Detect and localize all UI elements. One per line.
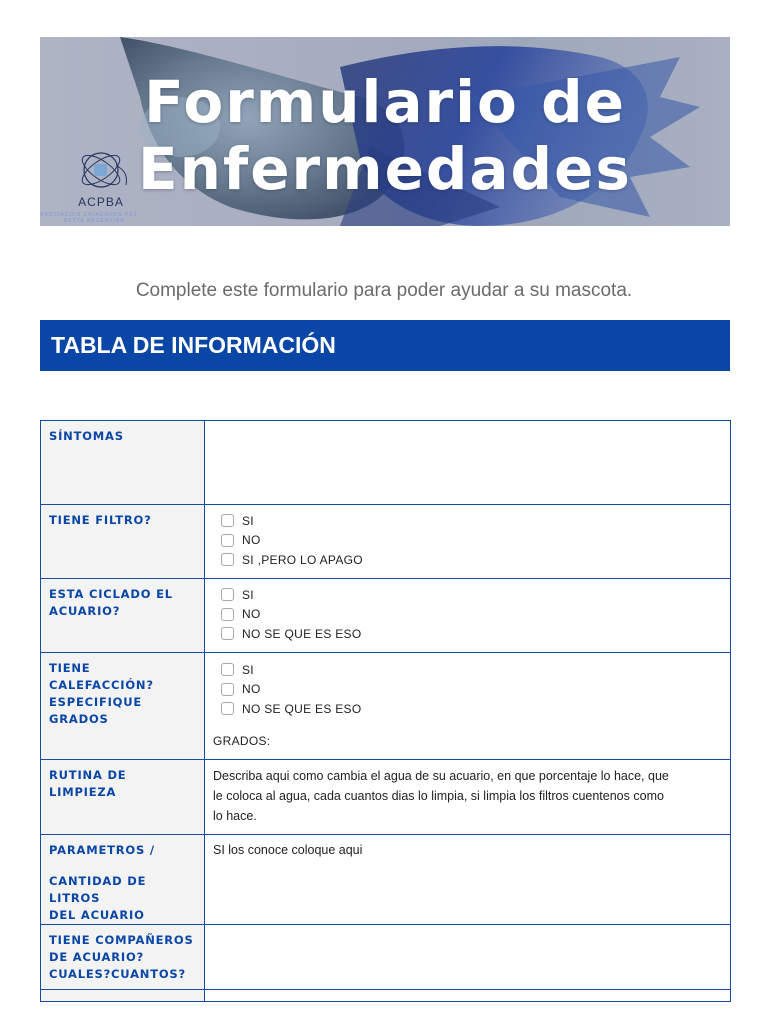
row-label: ESTA CICLADO EL ACUARIO?	[41, 579, 205, 653]
checkbox[interactable]	[221, 702, 234, 715]
checkbox[interactable]	[221, 553, 234, 566]
title-line-2: Enfermedades	[138, 135, 632, 203]
option-row[interactable]: SI	[213, 585, 722, 605]
option-row[interactable]: SI	[213, 660, 722, 680]
option-row[interactable]: NO SE QUE ES ESO	[213, 699, 722, 719]
row-label: TIENE COMPAÑEROS DE ACUARIO? CUALES?CUANTOS?	[41, 925, 205, 990]
table-row-calefaccion	[41, 653, 731, 760]
limpieza-input[interactable]: Describa aqui como cambia el agua de su acuario, en que porcentaje lo hace, que le coloca al agua, cada cuantos dias lo limpia, si limpia los filtros cuentenos como lo hace.	[205, 760, 731, 835]
table-row-ciclado	[41, 579, 731, 653]
checkbox[interactable]	[221, 588, 234, 601]
checkbox[interactable]	[221, 683, 234, 696]
calefaccion-options	[205, 653, 731, 760]
checkbox[interactable]	[221, 627, 234, 640]
option-row[interactable]: NO	[213, 605, 722, 625]
companeros-input[interactable]	[205, 925, 731, 990]
table-row-sintomas	[41, 421, 731, 505]
option-row[interactable]: NO SE QUE ES ESO	[213, 624, 722, 644]
logo-subtext: ASOCIACION CRIADORES PEZ BETTA ARGENTINA	[40, 212, 138, 224]
table-row-parametros	[41, 835, 731, 925]
header-banner	[40, 37, 730, 226]
sintomas-input[interactable]	[205, 421, 731, 505]
title-line-1: Formulario de	[144, 68, 626, 136]
option-row[interactable]: SI	[213, 511, 722, 531]
row-label: PARAMETROS / CANTIDAD DE LITROS DEL ACUARIO	[41, 835, 205, 925]
table-row-companeros	[41, 925, 731, 990]
table-row-limpieza	[41, 760, 731, 835]
parametros-input[interactable]: SI los conoce coloque aqui	[205, 835, 731, 925]
filtro-options	[205, 505, 731, 579]
option-row[interactable]: NO	[213, 531, 722, 551]
checkbox[interactable]	[221, 608, 234, 621]
ciclado-options	[205, 579, 731, 653]
row-label: SÍNTOMAS	[41, 421, 205, 505]
option-row[interactable]: SI ,PERO LO APAGO	[213, 550, 722, 570]
section-header: TABLA DE INFORMACIÓN	[40, 320, 730, 371]
table-row-partial	[41, 990, 731, 1002]
row-label: TIENE CALEFACCIÓN? ESPECIFIQUE GRADOS	[41, 653, 205, 760]
grados-field[interactable]: GRADOS:	[213, 733, 271, 748]
row-label: TIENE FILTRO?	[41, 505, 205, 579]
checkbox[interactable]	[221, 663, 234, 676]
option-row[interactable]: NO	[213, 680, 722, 700]
table-row-filtro	[41, 505, 731, 579]
form-subtitle: Complete este formulario para poder ayudar a su mascota.	[135, 280, 633, 301]
information-table	[40, 420, 731, 1002]
row-label: RUTINA DE LIMPIEZA	[41, 760, 205, 835]
logo-text: ACPBA	[78, 195, 124, 209]
checkbox[interactable]	[221, 514, 234, 527]
checkbox[interactable]	[221, 534, 234, 547]
